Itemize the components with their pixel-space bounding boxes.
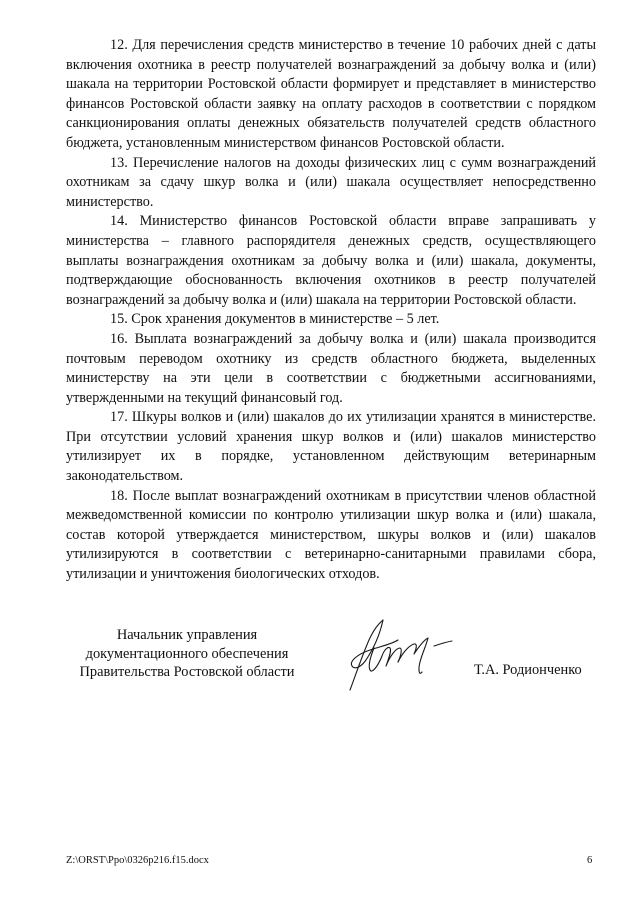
signatory-name: Т.А. Родионченко [474,662,582,678]
paragraph-13: 13. Перечисление налогов на доходы физических лиц с сумм вознаграждений охотникам за сдачу шкур волка и (или) шакала осуществляет непосредственно министерство. [66,154,596,210]
paragraph-16: 16. Выплата вознаграждений за добычу волка и (или) шакала производится почтовым переводом охотнику из средств областного бюджета, выделенных министерству на эти цели в соответствии с бюджетными ассигнованиями, утвержденными на текущий финансовый год. [66,330,596,406]
paragraph-18: 18. После выплат вознаграждений охотникам в присутствии членов областной межведомственной комиссии по контролю утилизации шкур волка и (или) шакала, состав которой утверждается министерством, шкуры волков и (или) шакалов утилизируются в соответствии с ветеринарно-санитарными правилами сбора, утилизации и уничтожения биологических отходов. [66,487,596,583]
paragraph-14: 14. Министерство финансов Ростовской области вправе запрашивать у министерства – главного распорядителя денежных средств, осуществляющего выплаты вознаграждения охотникам за добычу волка и (или) шакала, документы, подтверждающие обоснованность включения охотников в реестр получателей вознаграждений за добычу волка и (или) шакала на территории Ростовской области. [66,213,596,308]
position-line-1: Начальник управления [116,627,258,643]
signatory-position [62,626,312,682]
paragraph-17: 17. Шкуры волков и (или) шакалов до их утилизации хранятся в министерстве. При отсутствии условий хранения шкур волков и (или) шакалов министерство утилизирует их в порядке, установленном действующим ветеринарным законодательством. [66,409,596,485]
paragraph-15: 15. Срок хранения документов в министерстве – 5 лет. [110,311,440,328]
position-line-2: документационного обеспечения [85,645,289,662]
page-number: 6 [587,855,593,866]
paragraph-12: 12. Для перечисления средств министерство в течение 10 рабочих дней с даты включения охотника в реестр получателей вознаграждений за добычу волка и (или) шакала на территории Ростовской области формирует и представляет в министерство финансов Ростовской области заявку на оплату расходов в соответствии с порядком санкционирования оплаты денежных обязательств получателей средств областного бюджета, установленным министерством финансов Ростовской области. [66,37,596,151]
handwritten-signature-icon [336,604,456,700]
position-line-3: Правительства Ростовской области [79,664,295,680]
document-body [66,36,596,585]
footer-file-path: Z:\ORST\Ppo\0326p216.f15.docx [66,855,209,866]
